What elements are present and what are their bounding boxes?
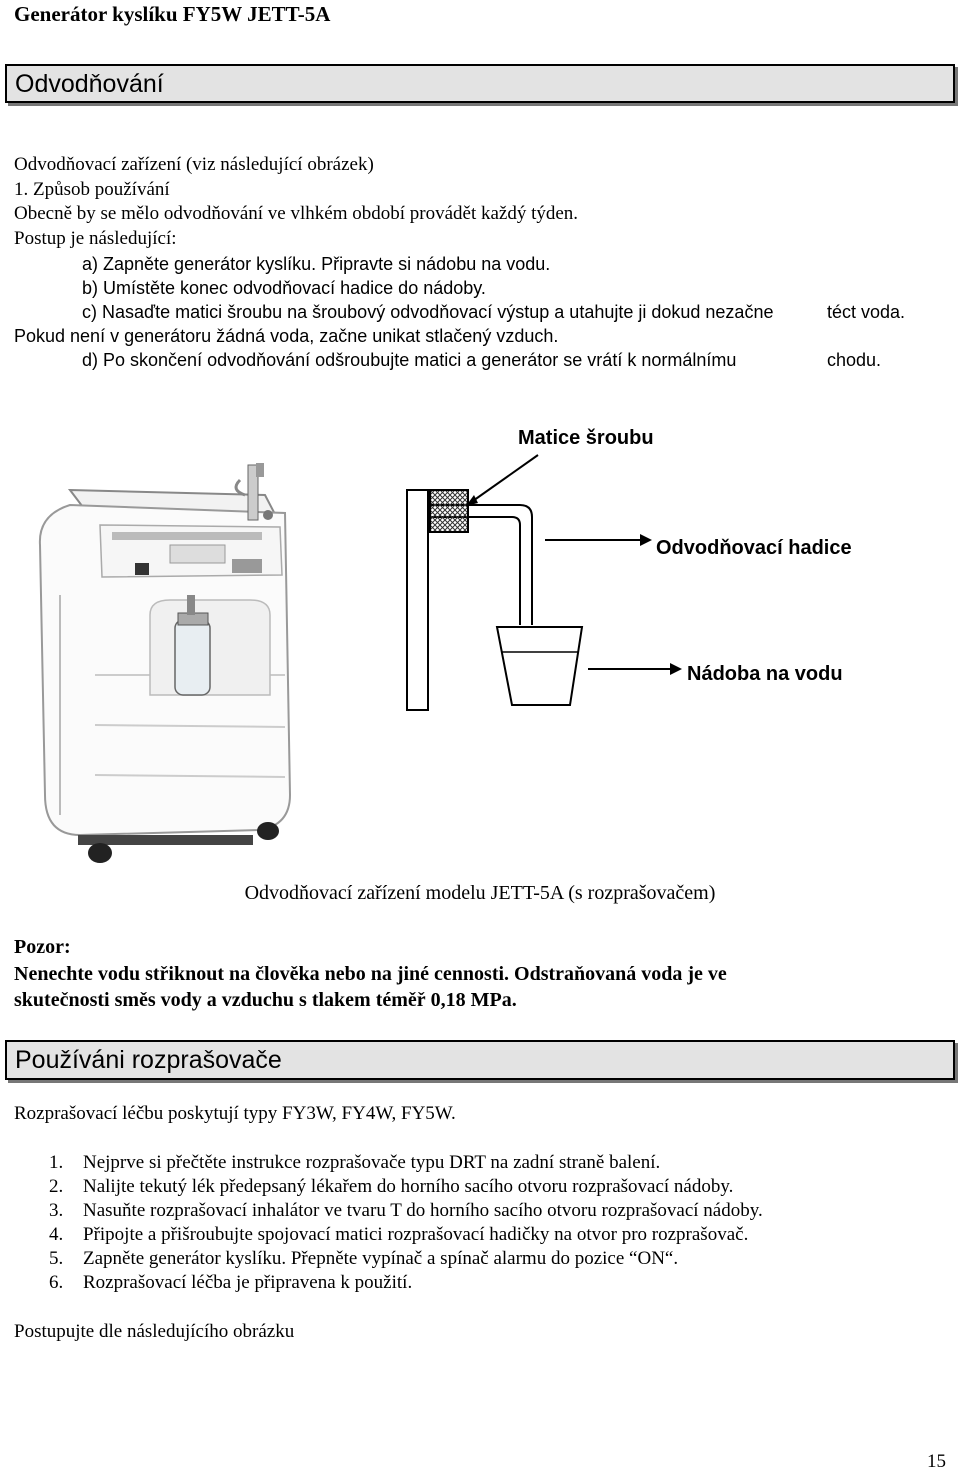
warning-line-1: Nenechte vodu střiknout na člověka nebo na jiné cennosti. Odstraňovaná voda je ve <box>14 963 727 985</box>
list-text: Nasuňte rozprašovací inhalátor ve tvaru T do horního sacího otvoru rozprašovací nádoby. <box>83 1200 763 1221</box>
arrow-hose <box>545 534 652 546</box>
list-text: Rozprašovací léčba je připravena k použití. <box>83 1272 413 1293</box>
list-text: Zapněte generátor kyslíku. Přepněte vypínač a spínač alarmu do pozice “ON“. <box>83 1248 679 1269</box>
step-d: d) Po skončení odvodňování odšroubujte matici a generátor se vrátí k normálnímu <box>82 350 737 370</box>
list-number: 2. <box>49 1176 64 1197</box>
warning-title: Pozor: <box>14 936 71 958</box>
closing-text: Postupujte dle následujícího obrázku <box>14 1321 295 1342</box>
list-text: Připojte a přišroubujte spojovací matici rozprašovací hadičky na otvor pro rozprašovač. <box>83 1224 749 1245</box>
label-screw-nut: Matice šroubu <box>518 427 654 449</box>
nebulizer-intro: Rozprašovací léčbu poskytují typy FY3W, FY4W, FY5W. <box>14 1103 456 1124</box>
warning-line-2: skutečnosti směs vody a vzduchu s tlakem téměř 0,18 MPa. <box>14 989 517 1011</box>
frequency-text: Obecně by se mělo odvodňování ve vlhkém období provádět každý týden. <box>14 203 579 224</box>
step-c-end: téct voda. <box>827 302 906 322</box>
step-b: b) Umístěte konec odvodňovací hadice do nádoby. <box>82 278 486 298</box>
step-d-end: chodu. <box>827 350 882 370</box>
arrow-nut <box>466 455 538 506</box>
water-container <box>497 627 582 705</box>
list-number: 4. <box>49 1224 64 1245</box>
section-heading-nebulizer <box>5 1040 955 1080</box>
list-text: Nalijte tekutý lék předepsaný lékařem do horního sacího otvoru rozprašovací nádoby. <box>83 1176 734 1197</box>
oxygen-generator-illustration <box>40 463 290 863</box>
list-number: 5. <box>49 1248 64 1269</box>
arrow-container <box>588 663 682 675</box>
drain-hose-inner <box>428 517 520 625</box>
drainage-device-heading: Odvodňovací zařízení (viz následující obrázek) <box>14 154 374 175</box>
figure-caption: Odvodňovací zařízení modelu JETT-5A (s rozprašovačem) <box>244 882 716 904</box>
screw-nut <box>430 490 468 532</box>
section-heading-text: Odvodňování <box>15 70 164 98</box>
label-water-container: Nádoba na vodu <box>687 663 843 685</box>
usage-heading: 1. Způsob používání <box>14 179 170 200</box>
document-title: Generátor kyslíku FY5W JETT-5A <box>14 2 331 26</box>
label-drain-hose: Odvodňovací hadice <box>656 537 852 559</box>
drainage-figure <box>0 395 960 875</box>
no-water-note: Pokud není v generátoru žádná voda, začne unikat stlačený vzduch. <box>14 326 559 346</box>
section-heading-text: Používáni rozprašovače <box>15 1046 282 1074</box>
page-number: 15 <box>927 1451 946 1472</box>
list-number: 3. <box>49 1200 64 1221</box>
step-c: c) Nasaďte matici šroubu na šroubový odvodňovací výstup a utahujte ji dokud nezačne <box>82 302 774 322</box>
section-heading-drainage <box>5 64 955 103</box>
procedure-intro: Postup je následující: <box>14 228 177 249</box>
step-a: a) Zapněte generátor kyslíku. Připravte si nádobu na vodu. <box>82 254 551 274</box>
list-number: 1. <box>49 1152 64 1173</box>
generator-wall-panel <box>407 490 428 710</box>
list-number: 6. <box>49 1272 64 1293</box>
list-text: Nejprve si přečtěte instrukce rozprašovače typu DRT na zadní straně balení. <box>83 1152 661 1173</box>
